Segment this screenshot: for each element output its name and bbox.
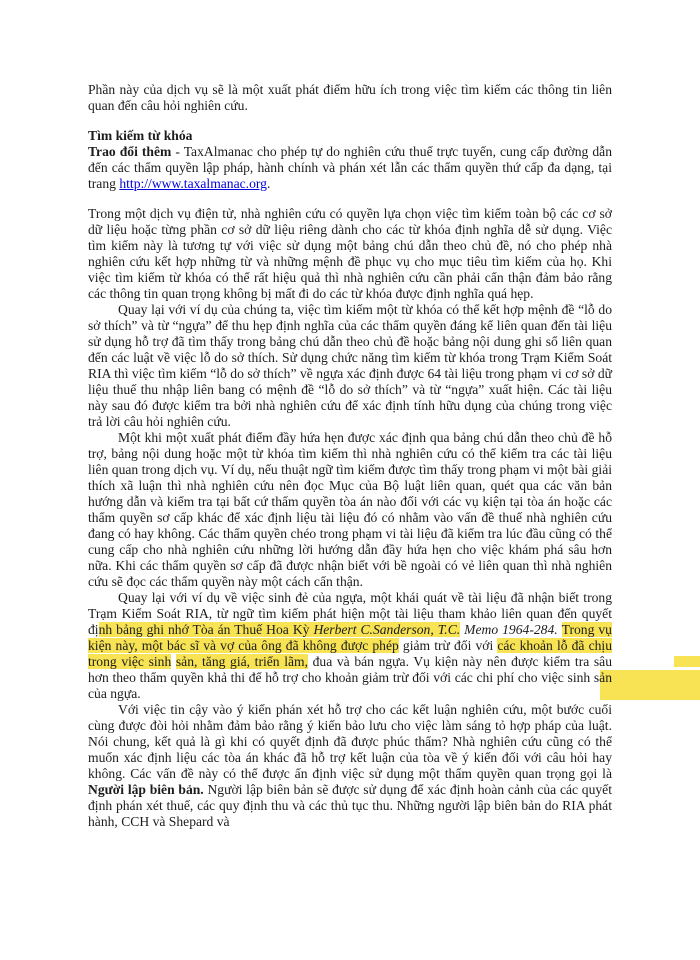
taxalmanac-paragraph [88,144,612,192]
document-body [88,82,612,830]
text-run: - TaxAlmanac cho phép tự do nghiên cứu thuế trực tuyến, cung cấp đường dẫn đến các thẩm quyền lập pháp, hành chính và phán xét lẫn các thẩm quyền thứ cấp đa dạng, tại trang [88,144,612,191]
section-heading [88,128,612,144]
text-run: Người lập biên bản sẽ được sử dụng để xác định hoàn cảnh của các quyết định phán xét thuế, các quy định thu và các thủ tục thu. Những người lập biên bản do RIA phát hành, CCH và Shepard và [88,782,612,829]
text-run: Quay lại với ví dụ của chúng ta, việc tìm kiếm một từ khóa có thể kết hợp mệnh đề “lỗ do sở thích” và từ “ngựa” để thu hẹp định nghĩa của các thẩm quyền đáng kể liên quan đến tài liệu sử dụng hỗ trợ đã tìm thấy trong bảng chú dẫn theo chủ đề hoặc bảng nội dung ghi sổ liên quan đến các luật về việc lỗ do sở thích. Sử dụng chức năng tìm kiếm từ khóa trong Trạm Kiểm Soát RIA thì việc tìm kiếm “lỗ do sở thích” về ngựa xác định được 64 tài liệu trong phạm vi cơ sở dữ liệu thuế thu nhập liên bang có mệnh đề “lỗ do sở thích” và từ “ngựa” xuất hiện. Các tài liệu này sau đó được kiểm tra bởi nhà nghiên cứu để xác định tính hữu dụng của chúng trong việc trả lời câu hỏi nghiên cứu. [88,302,612,429]
text-run: Trong một dịch vụ điện tử, nhà nghiên cứu có quyền lựa chọn việc tìm kiếm toàn bộ các cơ sở dữ liệu hoặc từng phần cơ sở dữ liệu riêng dành cho các từ khóa định nghĩa dễ sử dụng. Việc tìm kiếm này là tương tự với việc sử dụng một bảng chú dẫn theo chủ đề, nó cho phép nhà nghiên cứu kết hợp những từ và những mệnh đề phục vụ cho mục tiêu tìm kiếm của họ. Khi việc tìm kiếm từ khóa có thể rất hiệu quả thì nhà nghiên cứu cần phải cẩn thận đảm bảo rằng các thông tin quan trọng không bị mất đi do các từ khóa được định nghĩa quá hẹp. [88,206,612,301]
highlighted-text: các khoản lỗ đã chịu trong việc sinh [88,638,612,669]
intro-paragraph [88,82,612,114]
text-run: Memo 1964-284. [460,622,562,637]
highlighted-text: nh bảng ghi nhớ Tòa án Thuế Hoa Kỳ [98,622,314,637]
highlighted-text: Herbert C.Sanderson, T.C. [313,622,461,637]
starting-point-paragraph [88,430,612,590]
taxalmanac-hyperlink[interactable]: http://www.taxalmanac.org [119,176,267,191]
citator-paragraph [88,702,612,830]
highlighter-mark [674,656,700,667]
text-run: đua và bán ngựa. Vụ kiện này nên được kiểm tra sâu hơn theo thẩm quyền khả thi để hỗ trợ cho khoản giảm trừ đối với các chi phí cho việc sinh sản của ngựa. [88,654,613,701]
text-run: Người lập biên bản. [88,782,204,797]
text-run: Trao đổi thêm [88,144,172,159]
highlighted-text: Trong vụ kiện này, một bác sĩ và vợ của ông đã không được phép [88,622,612,653]
electronic-service-paragraph [88,206,612,302]
text-run: giảm trừ đối với [398,638,498,653]
highlighter-mark [600,670,700,700]
hobby-loss-example-paragraph [88,302,612,430]
text-run: Một khi một xuất phát điểm đầy hứa hẹn được xác định qua bảng chú dẫn theo chủ đề hỗ trợ, bảng nội dung hoặc một từ khóa tìm kiếm thì nhà nghiên cứu có thể kiểm tra các tài liệu liên quan trong dịch vụ. Ví dụ, nếu thuật ngữ tìm kiếm được tìm thấy trong phạm vi một bài giải thích xã luận thì nhà nghiên cứu nên đọc Mục của Bộ luật liên quan, quét qua các văn bản hướng dẫn và kiểm tra tại bất cứ thẩm quyền tòa án nào đối với các vụ kiện tại tòa án hoặc các thẩm quyền sơ cấp khác để xác định liệu tài liệu đó có nhằm vào vấn đề thuế nhà nghiên cứu đang có hay không. Các thẩm quyền chéo trong phạm vi tài liệu đã kiểm tra lúc đầu cũng có thể cung cấp cho nhà nghiên cứu những lời hướng dẫn đầy hứa hẹn cho việc khám phá sâu hơn nữa. Khi các thẩm quyền sơ cấp đã được nhận biết với bề ngoài có vẻ liên quan thì nhà nghiên cứu sẽ đọc các thẩm quyền này một cách cẩn thận. [88,430,612,589]
text-run: Tìm kiếm từ khóa [88,128,193,143]
text-run: Phần này của dịch vụ sẽ là một xuất phát điểm hữu ích trong việc tìm kiếm các thông tin liên quan đến câu hỏi nghiên cứu. [88,82,612,113]
text-run: Quay lại với ví dụ về việc sinh đẻ của ngựa, một khái quát về tài liệu đã nhận biết trong Trạm Kiểm Soát RIA, từ ngữ tìm kiếm phát hiện một tài liệu tham khảo liên quan đến quyết đị [88,590,612,637]
horse-breeding-highlighted-paragraph [88,590,612,702]
highlighted-text: sản, tăng giá, triển lãm, [175,654,308,669]
text-run: . [266,176,271,191]
text-run: Với việc tin cậy vào ý kiến phán xét hỗ trợ cho các kết luận nghiên cứu, một bước cuối cùng được đòi hỏi nhằm đảm bảo rằng ý kiến bảo lưu cho việc làm sáng tỏ hợp pháp của luật. Nói chung, kết quả là gì khi có quyết định đã được phúc thẩm? Nhà nghiên cứu cũng có thể muốn xác định liệu các tòa án khác đã hỗ trợ kết luận của tòa về ý kiến đối với câu hỏi hay không. Các vấn đề này có thể được ấn định việc sử dụng một thẩm quyền quan trọng gọi là [88,702,612,781]
